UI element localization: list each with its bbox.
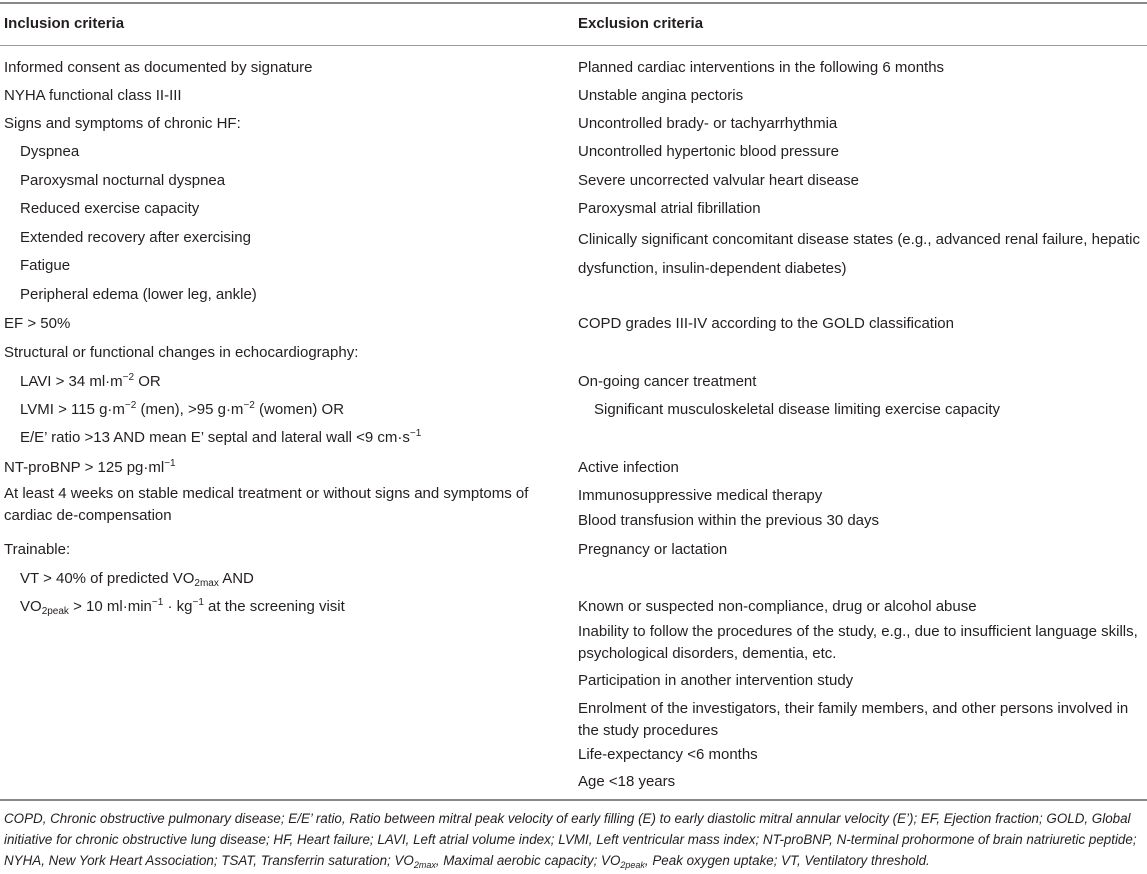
inclusion-subitem-edema: Peripheral edema (lower leg, ankle) <box>20 286 257 303</box>
exclusion-item-transfusion: Blood transfusion within the previous 30 days <box>578 512 880 529</box>
exclusion-item-inability: Inability to follow the procedures of the study, e.g., due to insufficient language skills, psychological disorders, dementia, etc. <box>578 623 1138 662</box>
exclusion-item-immuno: Immunosuppressive medical therapy <box>578 487 823 504</box>
inclusion-subitem-dyspnea: Dyspnea <box>20 143 80 160</box>
inclusion-subitem-lavi: LAVI > 34 $ml\cdot m^{-2}$ OR <box>20 372 161 390</box>
exclusion-item-life-expectancy: Life-expectancy <6 months <box>578 746 758 763</box>
table-footnote: COPD, Chronic obstructive pulmonary disease; E/E’ ratio, Ratio between mitral peak velocity of early filling (E) to early diastolic mitral annular velocity (E’); EF, Ejection fraction; GOLD, Global initiative for chronic obstructive lung disease; HF, Heart failure; LAVI, Left atrial volume index; LVMI, Left ventricular mass index; NT-proBNP, N-terminal prohormone of brain natriuretic peptide; NYHA, New York Heart Association; TSAT, Transferrin saturation; $VO_{2max}$, Maximal aerobic capacity; $VO_{2peak}$, Peak oxygen uptake; VT, Ventilatory threshold. <box>4 811 1137 870</box>
inclusion-subitem-pnd: Paroxysmal nocturnal dyspnea <box>20 172 226 189</box>
inclusion-subitem-vo2peak: $VO_{2peak} > 10$ $ml\cdot\min^{-1} \cdot kg^{-1}$ at the screening visit <box>20 597 345 617</box>
exclusion-header: Exclusion criteria <box>578 15 704 32</box>
inclusion-item-ef: EF > 50% <box>4 315 71 332</box>
table-top-rule <box>0 2 1147 4</box>
inclusion-subitem-fatigue: Fatigue <box>20 257 71 274</box>
exclusion-item-af: Paroxysmal atrial fibrillation <box>578 200 761 217</box>
exclusion-item-bp: Uncontrolled hypertonic blood pressure <box>578 143 839 160</box>
exclusion-item-valvular: Severe uncorrected valvular heart disease <box>578 172 859 189</box>
inclusion-item-nyha: NYHA functional class II-III <box>4 87 182 104</box>
inclusion-subitem-recovery: Extended recovery after exercising <box>20 229 251 246</box>
exclusion-item-enrolment: Enrolment of the investigators, their family members, and other persons involved in the study procedures <box>578 700 1129 739</box>
inclusion-header: Inclusion criteria <box>4 15 125 32</box>
inclusion-item-ntprobnp: NT-proBNP > 125 $pg\cdot ml^{-1}$ <box>4 458 176 476</box>
exclusion-item-age: Age <18 years <box>578 773 676 790</box>
inclusion-subitem-lvmi: LVMI > 115 $g\cdot m^{-2}$ (men), >95 $g\cdot m^{-2}$ (women) OR <box>20 400 345 418</box>
exclusion-item-pregnancy: Pregnancy or lactation <box>578 541 728 558</box>
exclusion-item-concomitant: Clinically significant concomitant disease states (e.g., advanced renal failure, hepatic dysfunction, insulin-dependent diabetes) <box>578 231 1140 277</box>
inclusion-item-structural: Structural or functional changes in echocardiography: <box>4 344 359 361</box>
exclusion-item-arrhythmia: Uncontrolled brady- or tachyarrhythmia <box>578 115 838 132</box>
exclusion-item-cancer: On-going cancer treatment <box>578 373 757 390</box>
inclusion-subitem-ee-ratio: E/E’ ratio >13 AND mean E’ septal and lateral wall <9 $cm\cdot s^{-1}$ <box>20 428 422 446</box>
inclusion-subitem-reduced-capacity: Reduced exercise capacity <box>20 200 200 217</box>
exclusion-item-compliance: Known or suspected non-compliance, drug or alcohol abuse <box>578 598 977 615</box>
inclusion-subitem-vt: VT > 40% of predicted $VO_{2max}$ AND <box>20 570 254 589</box>
header-rule <box>0 45 1147 46</box>
inclusion-item-trainable: Trainable: <box>4 541 71 558</box>
exclusion-item-msk: Significant musculoskeletal disease limiting exercise capacity <box>594 401 1001 418</box>
inclusion-item-consent: Informed consent as documented by signature <box>4 59 313 76</box>
exclusion-item-infection: Active infection <box>578 459 679 476</box>
exclusion-item-angina: Unstable angina pectoris <box>578 87 744 104</box>
exclusion-item-copd: COPD grades III-IV according to the GOLD classification <box>578 315 954 332</box>
exclusion-item-planned: Planned cardiac interventions in the following 6 months <box>578 59 945 76</box>
table-bottom-rule <box>0 799 1147 801</box>
exclusion-item-participation: Participation in another intervention study <box>578 672 854 689</box>
inclusion-item-signs: Signs and symptoms of chronic HF: <box>4 115 241 132</box>
inclusion-item-stable: At least 4 weeks on stable medical treatment or without signs and symptoms of cardiac de-compensation <box>4 485 529 524</box>
